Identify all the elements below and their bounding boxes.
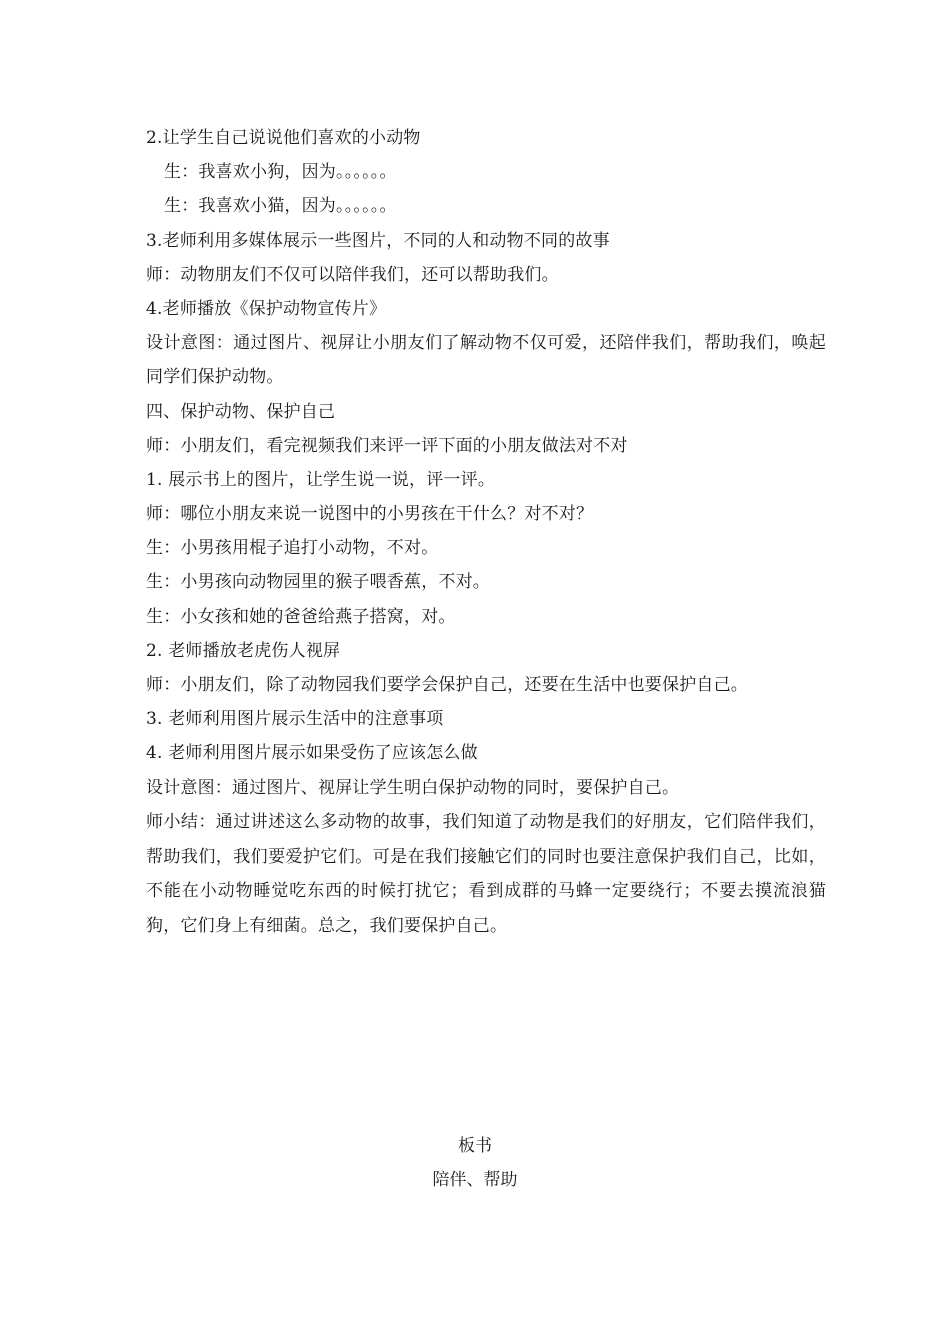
- section-4-heading: 四、保护动物、保护自己: [146, 401, 336, 422]
- design-intent-line-2: 设计意图：通过图片、视屏让学生明白保护动物的同时，要保护自己。: [146, 777, 680, 798]
- step-2-line: 2.让学生自己说说他们喜欢的小动物: [146, 128, 421, 148]
- student-answer-cat: 生：我喜欢小猫，因为。。。。。。: [164, 196, 397, 217]
- sub-step-4: 4. 老师利用图片展示如果受伤了应该怎么做: [146, 743, 478, 764]
- student-answer-dog: 生：我喜欢小狗，因为。。。。。。: [164, 162, 397, 183]
- design-intent-paragraph-1: 设计意图：通过图片、视屏让小朋友们了解动物不仅可爱，还陪伴我们，帮助我们，唤起同学们保护动物。: [146, 333, 826, 388]
- student-answer-monkey: 生：小男孩向动物园里的猴子喂香蕉，不对。: [146, 572, 490, 593]
- teacher-prompt-evaluate: 师：小朋友们，看完视频我们来评一评下面的小朋友做法对不对: [146, 435, 628, 456]
- teacher-line-friends: 师：动物朋友们不仅可以陪伴我们，还可以帮助我们。: [146, 264, 559, 285]
- board-title: 板书: [458, 1136, 492, 1156]
- student-answer-stick: 生：小男孩用棍子追打小动物，不对。: [146, 538, 439, 559]
- sub-step-1: 1. 展示书上的图片，让学生说一说，评一评。: [146, 469, 496, 490]
- student-answer-swallow: 生：小女孩和她的爸爸给燕子搭窝，对。: [146, 606, 456, 627]
- sub-step-3: 3. 老师利用图片展示生活中的注意事项: [146, 709, 444, 730]
- teacher-question-boy: 师：哪位小朋友来说一说图中的小男孩在干什么？对不对？: [146, 504, 594, 525]
- step-4-line: 4.老师播放《保护动物宣传片》: [146, 298, 387, 319]
- board-content: 陪伴、帮助: [432, 1170, 518, 1190]
- sub-step-2: 2. 老师播放老虎伤人视屏: [146, 640, 341, 661]
- lesson-body: [146, 121, 826, 944]
- step-3-line: 3.老师利用多媒体展示一些图片，不同的人和动物不同的故事: [146, 230, 610, 251]
- blackboard-section: [0, 1129, 950, 1197]
- teacher-line-protect-self: 师：小朋友们，除了动物园我们要学会保护自己，还要在生活中也要保护自己。: [146, 675, 748, 696]
- teacher-summary-paragraph: 师小结：通过讲述这么多动物的故事，我们知道了动物是我们的好朋友，它们陪伴我们，帮助我们，我们要爱护它们。可是在我们接触它们的同时也要注意保护我们自己，比如，不能在小动物睡觉吃东西的时候打扰它；看到成群的马蜂一定要绕行；不要去摸流浪猫狗，它们身上有细菌。总之，我们要保护自己。: [146, 811, 826, 937]
